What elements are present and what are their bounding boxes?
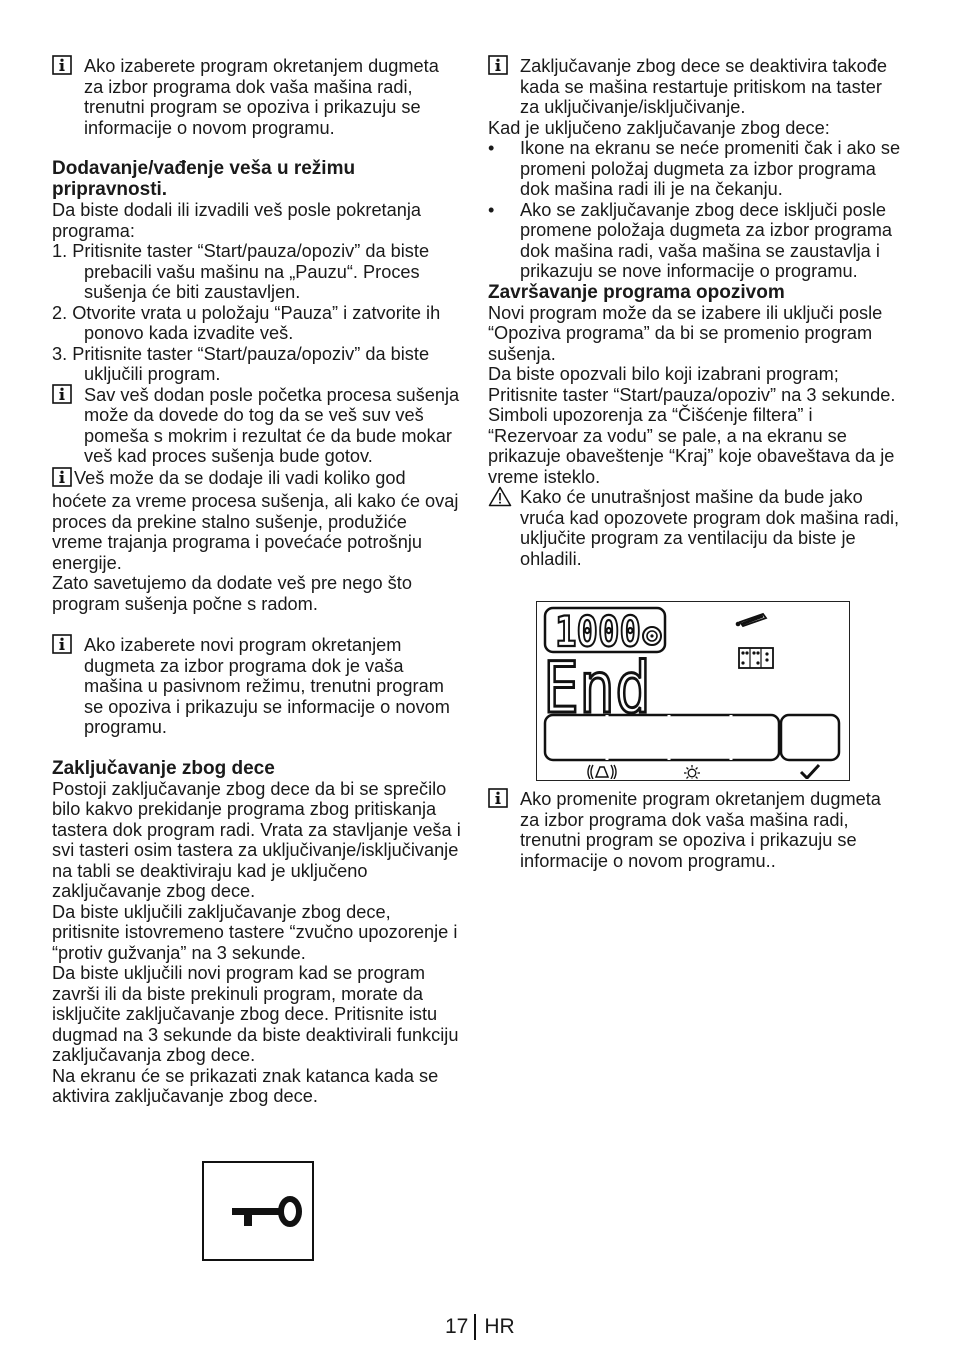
info-icon — [52, 55, 72, 75]
info-icon — [52, 467, 72, 492]
lcd-display — [537, 602, 848, 779]
key-icon — [204, 1163, 312, 1259]
info-note — [52, 56, 462, 138]
paragraph: Novi program može da se izabere ili uključi posle “Opoziva programa” da bi se promenio program sušenja. — [488, 302, 883, 364]
section-heading: Dodavanje/vađenje veša u režimu pripravnosti. — [52, 158, 356, 200]
info-note-text: Zaključavanje zbog dece se deaktivira takođe kada se mašina restartuje pritiskom na taster za uključivanje/isključivanje. — [520, 56, 888, 117]
check-icon — [801, 765, 819, 778]
right-column-bottom — [488, 789, 902, 871]
step-2: 2. Otvorite vrata u položaju “Pauza” i zatvorite ih ponovo kada izvadite veš. — [52, 302, 441, 343]
display-main-text: End — [543, 647, 651, 729]
display-top-digits: 1000 — [555, 607, 641, 656]
info-note-text: Sav veš dodan posle početka procesa sušenja može da dovede do tog da se veš suv veš pomeša s mokrim i rezultat će da bude mokar veš kad proces sušenja bude gotov. — [84, 384, 460, 466]
paragraph: Da biste dodali ili izvadili veš posle pokretanja programa: — [52, 200, 421, 241]
info-note-text: Veš može da se dodaje ili vadi koliko god hoćete za vreme procesa sušenja, ali kako će ovaj proces da prekine stalno sušenje, produžiće vreme trajanja programa i povećaće potrošnju energije. — [52, 467, 459, 573]
paragraph: Da biste opozvali bilo koji izabrani program; Pritisnite taster “Start/pauza/opoziv” na 3 sekunde. Simboli upozorenja za “Čišćenje filtera” i “Rezervoar za vodu” se pale, a na ekranu se prikazuje obaveštenje “Kraj” koje obaveštava da je vreme isteklo. — [488, 364, 896, 487]
info-note — [52, 635, 462, 738]
paragraph: Kad je uključeno zaključavanje zbog dece: — [488, 117, 830, 138]
paragraph: Na ekranu će se prikazati znak katanca kada se aktivira zaključavanje zbog dece. — [52, 1065, 439, 1106]
section-heading: Zaključavanje zbog dece — [52, 757, 275, 779]
footer-divider — [474, 1314, 476, 1340]
info-note-inline — [52, 467, 462, 574]
section-heading: Završavanje programa opozivom — [488, 281, 785, 303]
info-note-text: Ako promenite program okretanjem dugmeta za izbor programa dok vaša mašina radi, trenutni program se opoziva i prikazuju se informacije o novom programu.. — [520, 789, 881, 871]
warning-note — [488, 487, 902, 569]
left-column — [52, 56, 462, 1107]
child-lock-key-figure — [202, 1161, 314, 1261]
paragraph: Da biste uključili novi program kad se program završi ili da biste prekinuli program, morate da isključite zaključavanje zbog dece. Pritisnite istu dugmad na 3 sekunde da biste deaktivirali funkciju zaključavanja zbog dece. — [52, 963, 459, 1065]
info-icon — [488, 788, 508, 808]
alarm-bell-icon — [588, 765, 616, 779]
step-1: 1. Pritisnite taster “Start/pauza/opoziv” da biste prebacili vašu mašinu na „Pauzu“. Proces sušenja će biti zaustavljen. — [52, 241, 430, 302]
bullet-dot: • — [488, 199, 495, 220]
info-icon — [52, 384, 72, 404]
bullet-dot: • — [488, 138, 495, 158]
bullet-item — [488, 138, 902, 200]
page-number: 17 — [445, 1315, 469, 1338]
water-tank-icon — [739, 648, 773, 668]
page-footer — [445, 1314, 515, 1340]
filter-icon — [736, 614, 766, 626]
step-3: 3. Pritisnite taster “Start/pauza/opoziv” da biste uključili program. — [52, 343, 430, 384]
language-code: HR — [484, 1315, 515, 1338]
info-note-text: Ako izaberete program okretanjem dugmeta za izbor programa dok vaša mašina radi, trenutni program se opoziva i prikazuju se informacije o novom programu. — [84, 56, 439, 138]
bullet-text: Ikone na ekranu se neće promeniti čak i ako se promeni položaj dugmeta za izbor programa dok mašina radi ili je na čekanju. — [520, 138, 901, 199]
paragraph: Zato savetujemo da dodate veš pre nego što program sušenja počne s radom. — [52, 573, 412, 614]
spin-icon — [643, 627, 661, 645]
info-note — [488, 56, 902, 118]
bullet-text: Ako se zaključavanje zbog dece isključi posle promene položaja dugmeta za izbor programa dok mašina radi, vaša mašina se zaustavlja i prikazuju se nove informacije o programu. — [520, 199, 893, 281]
anti-crease-sun-icon — [684, 765, 700, 779]
paragraph: Da biste uključili zaključavanje zbog dece, pritisnite istovremeno tastere “zvučno upozorenje i “protiv gužvanja” na 3 sekunde. — [52, 901, 458, 963]
warning-note-text: Kako će unutrašnjost mašine da bude jako vruća kad opozovete program dok mašina radi, uključite program za ventilaciju da biste je ohladili. — [520, 487, 900, 569]
info-icon — [488, 55, 508, 75]
info-note — [488, 789, 902, 871]
bullet-item — [488, 200, 902, 282]
paragraph: Postoji zaključavanje zbog dece da bi se sprečilo bilo kakvo prekidanje programa zbog pritiskanja tastera dok program radi. Vrata za stavljanje veša i svi tasteri osim tastera za uključivanje/isključivanje na tabli se deaktiviraju kad je uključeno zaključavanje zbog dece. — [52, 778, 461, 901]
right-column — [488, 56, 902, 569]
display-panel-figure — [536, 601, 850, 781]
warning-icon — [488, 486, 512, 507]
info-note — [52, 385, 462, 467]
info-note-text: Ako izaberete novi program okretanjem dugmeta za izbor programa dok je vaša mašina u pasivnom režimu, trenutni program se opoziva i prikazuju se informacije o novom programu. — [84, 635, 450, 737]
info-icon — [52, 634, 72, 654]
